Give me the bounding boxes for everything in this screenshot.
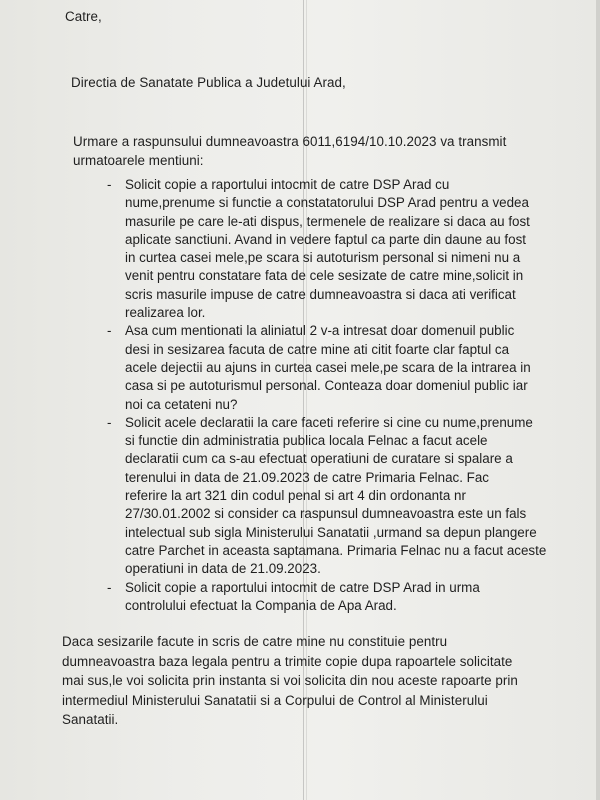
list-item-line: operatiuni in data de 21.09.2023.	[125, 561, 321, 577]
bullet-dash: -	[107, 414, 112, 430]
list-item	[103, 322, 546, 413]
closing-line: intermediul Ministerului Sanatatii si a Corpului de Control al Ministerului	[62, 692, 488, 708]
list-item-line: noi ca cetateni nu?	[125, 396, 238, 412]
list-item-line: si functie din administratia publica locala Felnac a facut acele	[125, 433, 488, 449]
list-item-line: desi in sesizarea facuta de catre mine ati citit foarte clar faptul ca	[125, 341, 510, 357]
addressee: Catre,	[65, 9, 102, 24]
list-item-line: declaratii cum ca s-au efectuat operatiuni de curatare si spalare a	[125, 451, 513, 467]
intro-paragraph	[73, 132, 506, 170]
list-item-line: controlului efectuat la Compania de Apa Arad.	[125, 597, 397, 613]
intro-line: urmatoarele mentiuni:	[73, 153, 204, 168]
list-item-line: intelectual sub sigla Ministerului Sanatatii ,urmand sa depun plangere	[125, 524, 537, 540]
institution-name: Directia de Sanatate Publica a Judetului Arad,	[71, 75, 346, 90]
request-list	[103, 176, 546, 615]
list-item-line: Solicit acele declaratii la care faceti referire si cine cu nume,prenume	[125, 414, 533, 430]
list-item-line: masurile pe care le-ati dispus, termenele de realizare si daca au fost	[125, 213, 530, 229]
list-item-line: Asa cum mentionati la aliniatul 2 v-a intresat doar domenuil public	[125, 323, 515, 339]
intro-line: Urmare a raspunsului dumneavoastra 6011,6194/10.10.2023 va transmit	[73, 134, 507, 149]
list-item-line: catre Parchet in aceasta saptamana. Primaria Felnac nu a facut aceste	[125, 542, 547, 558]
page-edge	[596, 0, 600, 800]
list-item-line: casa si pe autoturismul personal. Conteaza doar domeniul public iar	[125, 378, 528, 394]
list-item-line: acele dejectii au ajuns in curtea casei mele,pe scara de la intrarea in	[125, 359, 531, 375]
list-item-line: 27/30.01.2002 si consider ca raspunsul dumneavoastra este un fals	[125, 506, 527, 522]
closing-line: Daca sesizarile facute in scris de catre mine nu constituie pentru	[62, 634, 448, 649]
bullet-dash: -	[107, 579, 112, 595]
closing-paragraph	[62, 632, 518, 730]
list-item	[103, 579, 546, 616]
list-item-line: terenului in data de 21.09.2023 de catre Primaria Felnac. Fac	[125, 469, 489, 485]
closing-line: dumneavoastra baza legala pentru a trimite copie dupa rapoartele solicitate	[62, 653, 513, 669]
list-item-line: aplicate sanctiuni. Avand in vedere faptul ca parte din daune au fost	[125, 231, 527, 247]
closing-line: mai sus,le voi solicita prin instanta si voi solicita din nou aceste rapoarte prin	[62, 673, 518, 688]
list-item-line: venit pentru constatare fata de cele sesizate de catre mine,solicit in	[125, 268, 524, 284]
list-item	[103, 176, 546, 322]
list-item-line: in curtea casei mele,pe scara si autoturism personal si nimeni nu a	[125, 250, 521, 266]
list-item-line: referire la art 321 din codul penal si art 4 din ordonanta nr	[125, 488, 466, 504]
bullet-dash: -	[107, 177, 112, 192]
closing-line: Sanatatii.	[62, 712, 119, 727]
list-item-line: Solicit copie a raportului intocmit de catre DSP Arad in urma	[125, 579, 480, 595]
list-item	[103, 414, 546, 579]
list-item-line: scris masurile impuse de catre dumneavoastra si daca ati verificat	[125, 286, 516, 302]
list-item-line: realizarea lor.	[125, 305, 206, 321]
list-item-line: Solicit copie a raportului intocmit de catre DSP Arad cu	[125, 177, 450, 192]
bullet-dash: -	[107, 323, 112, 339]
list-item-line: nume,prenume si functie a constatatorului DSP Arad pentru a vedea	[125, 195, 529, 211]
